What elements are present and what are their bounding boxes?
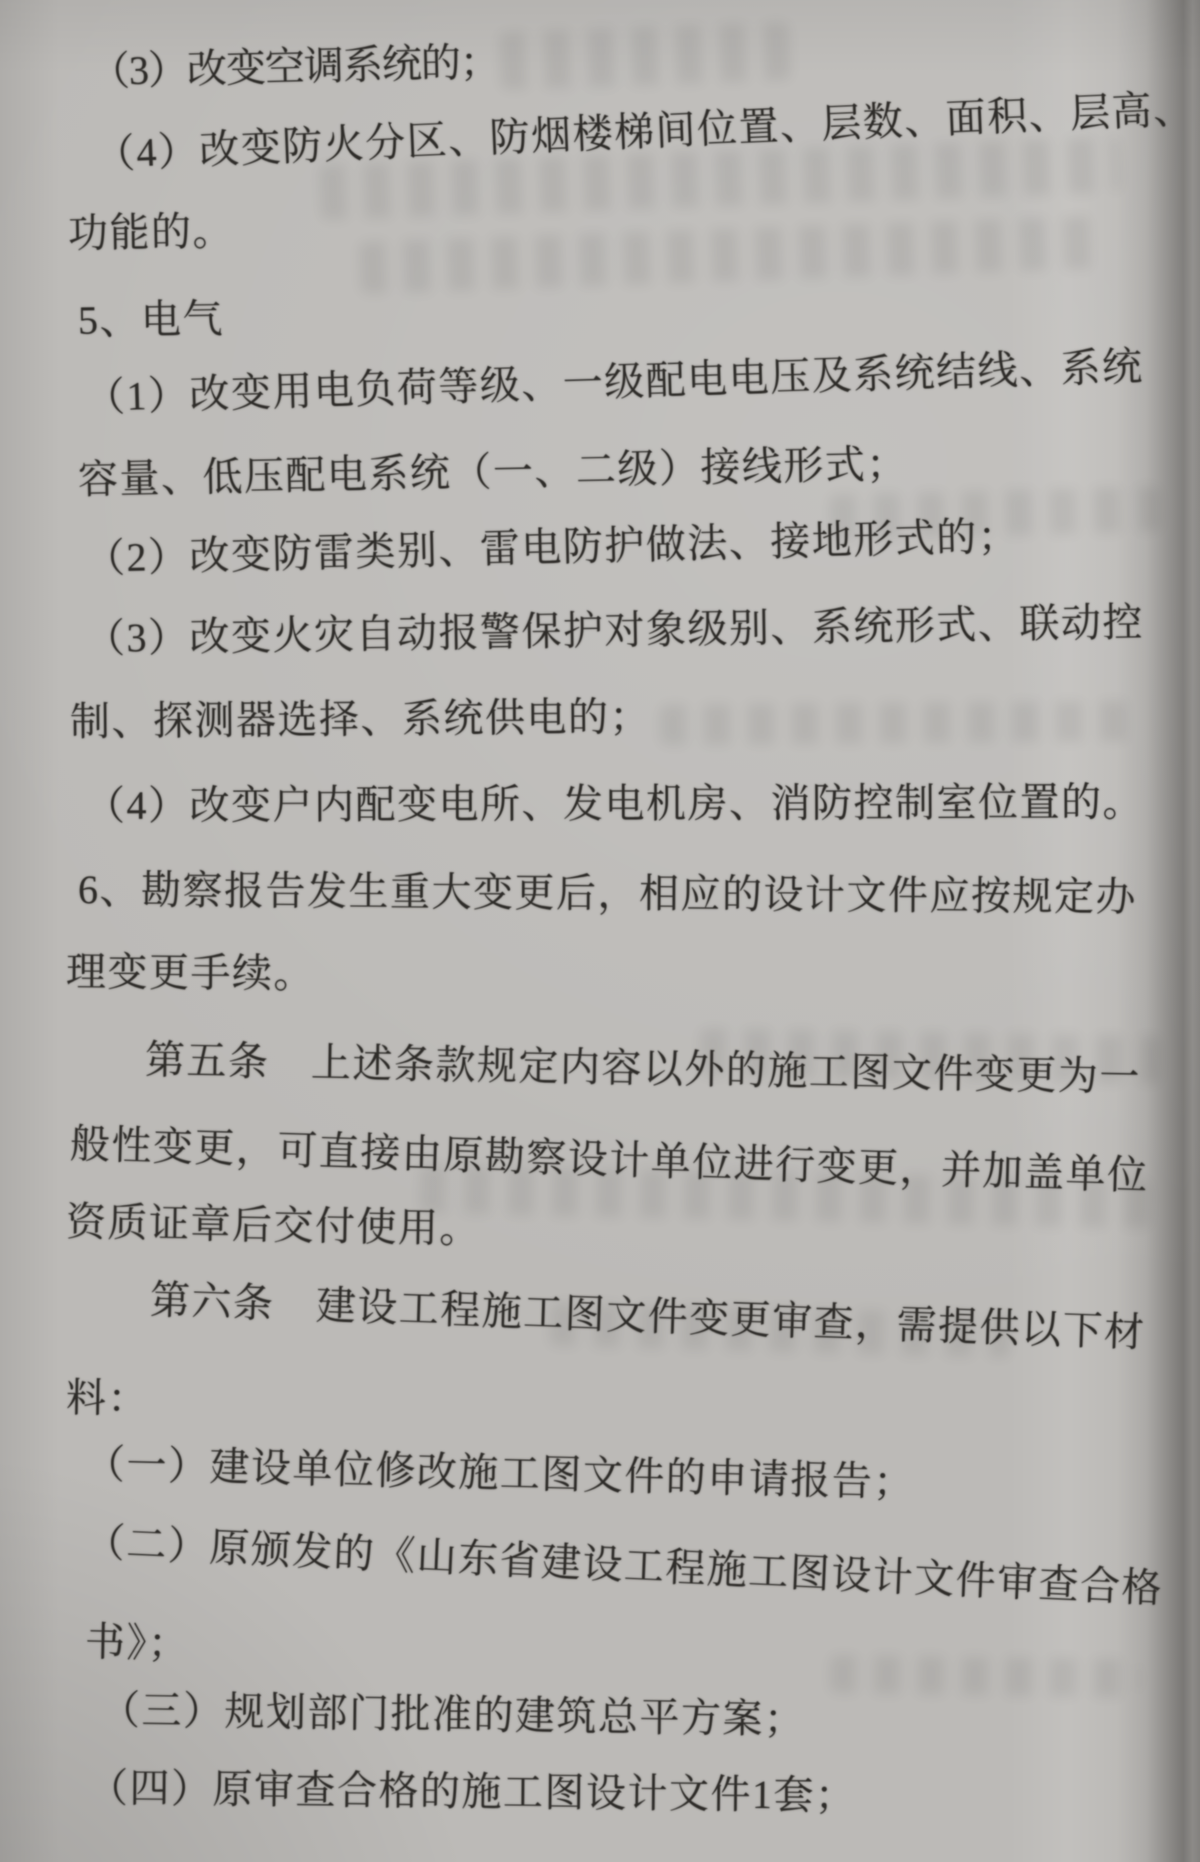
text-line: （二）原颁发的《山东省建设工程施工图设计文件审查合格: [84, 1519, 1164, 1612]
text-line: 料：: [65, 1375, 150, 1422]
text-line: （三）规划部门批准的建筑总平方案；: [99, 1687, 806, 1742]
text-line: 容量、低压配电系统（一、二级）接线形式；: [77, 441, 909, 502]
text-line: （一）建设单位修改施工图文件的申请报告；: [84, 1441, 916, 1505]
text-line: 第六条 建设工程施工图文件变更审查，需提供以下材: [149, 1277, 1147, 1356]
text-line: （1）改变用电负荷等级、一级配电电压及系统结线、系统: [84, 343, 1145, 420]
text-line: （3）改变火灾自动报警保护对象级别、系统形式、联动控: [84, 599, 1145, 661]
text-line: 资质证章后交付使用。: [65, 1199, 482, 1252]
text-line: （2）改变防雷类别、雷电防护做法、接地形式的；: [84, 513, 1020, 581]
text-line: 第五条 上述条款规定内容以外的施工图文件变更为一: [144, 1037, 1142, 1100]
text-line: 6、勘察报告发生重大变更后，相应的设计文件应按规定办: [77, 867, 1138, 920]
text-line: 功能的。: [67, 208, 235, 256]
text-line: （4）改变户内配变电所、发电机房、消防控制室位置的。: [84, 779, 1145, 828]
text-line: 5、电气: [77, 295, 225, 343]
text-line: 理变更手续。: [65, 949, 316, 997]
text-line: （3）改变空调系统的；: [89, 39, 500, 94]
text-line: （四）原审查合格的施工图设计文件1套；: [87, 1765, 857, 1819]
text-line: （4）改变防火分区、防烟楼梯间位置、层数、面积、层高、: [94, 85, 1196, 177]
text-line: 书》；: [84, 1619, 190, 1667]
bleed-through-smudge: [830, 1655, 1141, 1697]
text-line: 制、探测器选择、系统供电的；: [69, 693, 652, 744]
text-line: 般性变更，可直接由原勘察设计单位进行变更，并加盖单位: [69, 1121, 1150, 1199]
bleed-through-smudge: [660, 701, 1130, 745]
bleed-through-smudge: [499, 22, 791, 90]
bleed-through-smudge: [359, 216, 1100, 294]
